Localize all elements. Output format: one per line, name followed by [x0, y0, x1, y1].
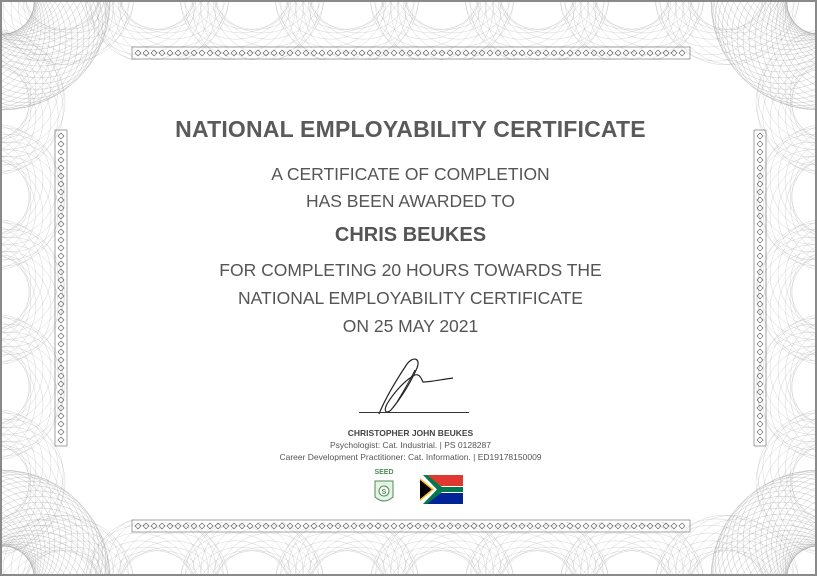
south-africa-flag-icon — [420, 475, 463, 504]
awarded-line: HAS BEEN AWARDED TO — [305, 191, 516, 211]
date-line: ON 25 MAY 2021 — [342, 316, 479, 336]
signature-line — [359, 412, 469, 413]
signatory-credential-psychologist: Psychologist: Cat. Industrial. | PS 0128287 — [330, 440, 491, 450]
certificate-name-line: NATIONAL EMPLOYABILITY CERTIFICATE — [238, 288, 583, 308]
seed-logo-text: SEED — [374, 469, 394, 476]
hours-line: FOR COMPLETING 20 HOURS TOWARDS THE — [219, 260, 602, 280]
recipient-name: CHRIS BEUKES — [334, 224, 487, 246]
signature-image — [357, 354, 472, 416]
seed-logo-letter: S — [381, 489, 387, 496]
certificate-content — [2, 2, 817, 576]
certificate-title: NATIONAL EMPLOYABILITY CERTIFICATE — [175, 116, 646, 142]
completion-line: A CERTIFICATE OF COMPLETION — [271, 164, 550, 184]
signatory-name: CHRISTOPHER JOHN BEUKES — [347, 428, 474, 438]
signatory-credential-career: Career Development Practitioner: Cat. Information. | ED19178150009 — [279, 452, 542, 462]
